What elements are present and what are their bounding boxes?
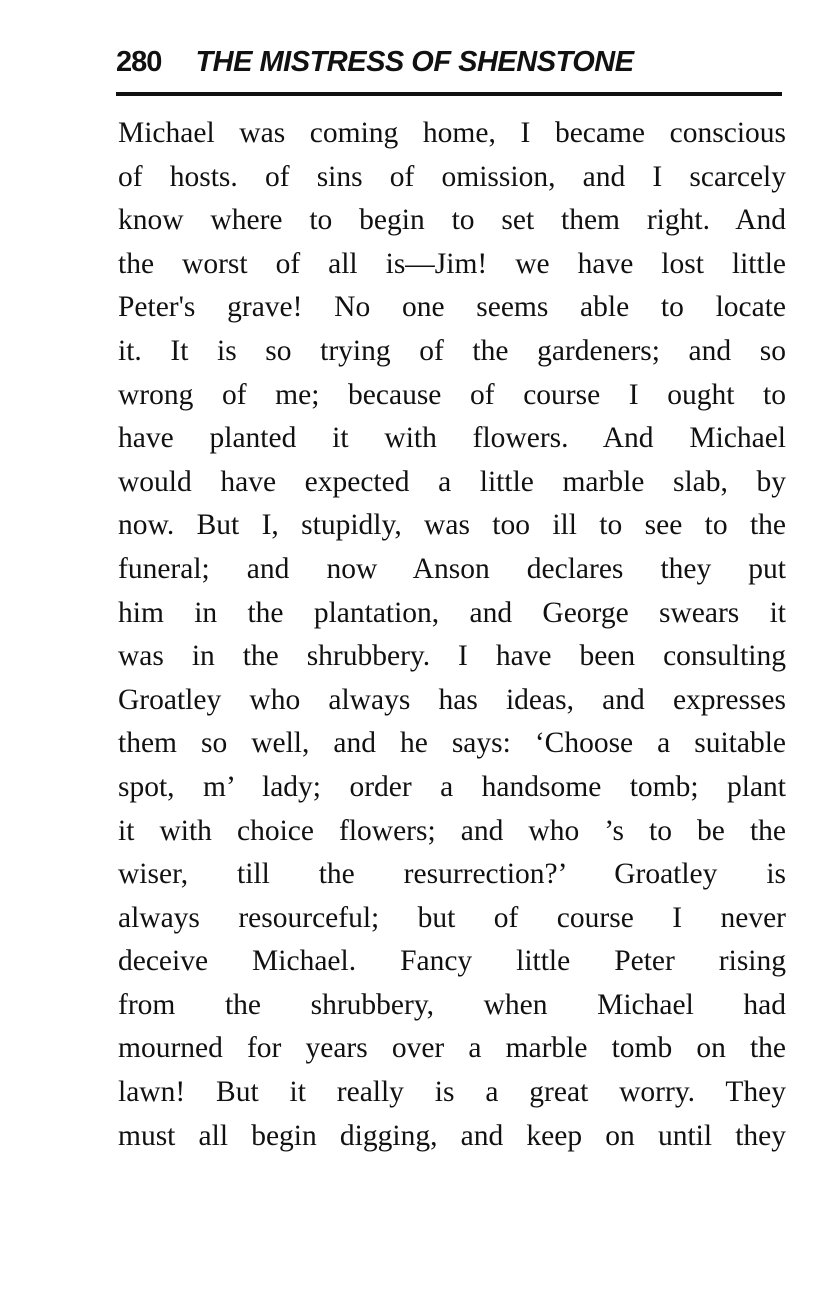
text-line: Michael was coming home, I became conscious — [118, 117, 786, 149]
text-line: of hosts. of sins of omission, and I scarcely — [118, 160, 786, 193]
text-line: from the shrubbery, when Michael had — [118, 988, 786, 1021]
text-line: know where to begin to set them right. And — [118, 204, 786, 237]
text-line: him in the plantation, and George swears it — [118, 596, 786, 629]
text-line: mourned for years over a marble tomb on the — [118, 1032, 786, 1065]
body-text — [118, 112, 786, 1158]
text-line: it. It is so trying of the gardeners; and so — [118, 334, 786, 367]
text-line: funeral; and now Anson declares they put — [118, 552, 786, 585]
text-line: spot, m’ lady; order a handsome tomb; plant — [118, 770, 786, 803]
header-rule — [116, 92, 782, 96]
text-line: would have expected a little marble slab, by — [118, 465, 786, 498]
text-line: was in the shrubbery. I have been consulting — [118, 640, 786, 673]
text-line: Peter's grave! No one seems able to locate — [118, 291, 786, 324]
text-line: Groatley who always has ideas, and expresses — [118, 683, 786, 716]
text-line: lawn! But it really is a great worry. They — [118, 1076, 786, 1109]
text-line: wrong of me; because of course I ought to — [118, 378, 786, 411]
text-line: the worst of all is—Jim! we have lost little — [118, 247, 786, 280]
text-line: must all begin digging, and keep on until they — [118, 1119, 786, 1152]
running-title: THE MISTRESS OF SHENSTONE — [195, 46, 634, 78]
text-line: wiser, till the resurrection?’ Groatley is — [118, 858, 786, 891]
text-line: always resourceful; but of course I never — [118, 901, 786, 934]
page-header — [116, 40, 784, 84]
text-line: now. But I, stupidly, was too ill to see to the — [118, 509, 786, 542]
text-line: deceive Michael. Fancy little Peter rising — [118, 945, 786, 978]
page-number: 280 — [116, 46, 162, 78]
text-line: have planted it with flowers. And Michael — [118, 422, 786, 455]
text-line: it with choice flowers; and who ’s to be the — [118, 814, 786, 847]
text-line: them so well, and he says: ‘Choose a suitable — [118, 727, 786, 760]
